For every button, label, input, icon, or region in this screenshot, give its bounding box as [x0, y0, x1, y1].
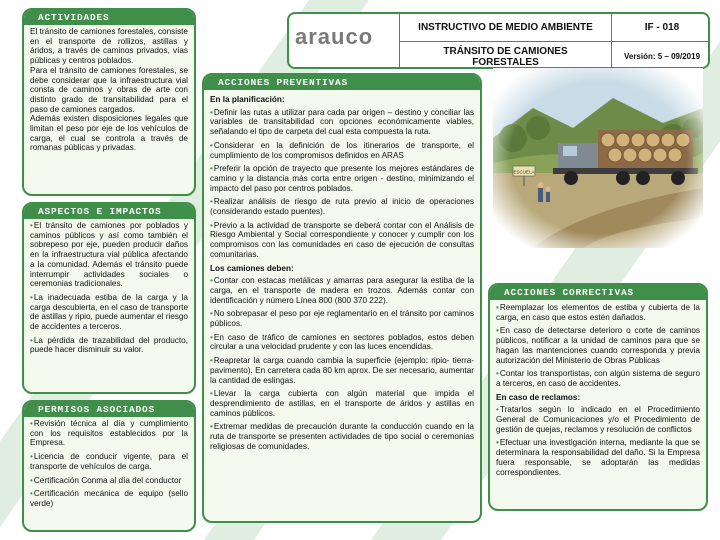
- aspectos-item: • La pérdida de trazabilidad del producto, puede hacer disminuir su valor.: [30, 336, 188, 355]
- preventivas-subheading: En la planificación:: [210, 95, 285, 104]
- actividades-panel: [22, 8, 196, 196]
- actividades-paragraph: Además existen disposiciones legales que limitan el peso por eje de los vehículos de carga, el cual se controla a través de romanas públicas y privadas.: [30, 114, 188, 153]
- permisos-item: • Licencia de conducir vigente, para el transporte de vehículos de carga.: [30, 452, 188, 471]
- aspectos-item: • El tránsito de camiones por poblados y caminos públicos y así como también el sobrepeso por eje, pueden producir daños en la infraestructura vial pública afectando a la comunidad. Además el tránsito puede interrumpir actividades sociales o ceremonias tradicionales.: [30, 221, 188, 289]
- document-code: IF - 018: [611, 14, 710, 42]
- document-header: [287, 12, 710, 69]
- correctivas-item: • En caso de detectarse deterioro o corte de caminos públicos, notificar a la unidad de caminos para que se hagan las mantenciones cuando corresponda y previa autorización del Ministerio de Obras Públicas: [496, 326, 700, 365]
- correctivas-panel: [488, 283, 708, 511]
- preventivas-heading: ACCIONES PREVENTIVAS: [204, 75, 480, 90]
- correctivas-heading: ACCIONES CORRECTIVAS: [490, 285, 706, 300]
- correctivas-subheading: En caso de reclamos:: [496, 392, 581, 402]
- preventivas-item: • Preferir la opción de trayecto que presente los mejores estándares de camino y la distancia más corta entre origen - destino, minimizando el impacto del paso por centros poblados.: [210, 164, 474, 193]
- aspectos-panel: [22, 202, 196, 394]
- correctivas-item: • Contar los transportistas, con algún sistema de seguro a terceros, en caso de accidentes.: [496, 369, 700, 388]
- document-subtitle: TRÁNSITO DE CAMIONES FORESTALES: [399, 42, 611, 69]
- preventivas-subheading: Los camiones deben:: [210, 263, 294, 273]
- permisos-item: • Revisión técnica al día y cumplimiento con los requisitos establecidos por la Empresa.: [30, 419, 188, 448]
- actividades-heading: ACTIVIDADES: [24, 10, 194, 25]
- document-title: INSTRUCTIVO DE MEDIO AMBIENTE: [399, 14, 611, 42]
- permisos-panel: [22, 400, 196, 532]
- preventivas-item: • Considerar en la definición de los itinerarios de transporte, el cumplimiento de los compromisos definidos en ARAS: [210, 141, 474, 160]
- preventivas-panel: [202, 73, 482, 523]
- arauco-logo: arauco: [295, 24, 374, 49]
- preventivas-item: • Definir las rutas a utilizar para cada par origen – destino y conciliar las variables de transitabilidad con opciones económicamente viables, señalando el tipo de carpeta del cual esta compuesta la ruta.: [210, 108, 474, 137]
- preventivas-item: • Extremar medidas de precaución durante la conducción cuando en la ruta de transporte se presenten actividades de tipo social o ceremonias religiosas de comunidades.: [210, 422, 474, 451]
- logging-trucks-illustration: [493, 68, 703, 248]
- actividades-paragraph: El tránsito de camiones forestales, consiste en el transporte de rollizos, astillas y áridos, a través de caminos privados, vías públicas y centros poblados.: [30, 27, 188, 66]
- correctivas-item: • Tratarlos según lo indicado en el Procedimiento General de Comunicaciones y/o el Procedimiento de gestión de quejas, reclamos y resolución de conflictos: [496, 405, 700, 434]
- document-version: Versión: 5 – 09/2019: [611, 42, 710, 69]
- preventivas-item: • Reapretar la carga cuando cambia la superficie (ejemplo: ripio- tierra- pavimento). En carretera cada 80 km aprox. De ser necesario, aumentar la cantidad de eslingas.: [210, 356, 474, 385]
- preventivas-item: • Realizar análisis de riesgo de ruta previo al inicio de operaciones (considerando estado puentes).: [210, 197, 474, 216]
- actividades-paragraph: Para el tránsito de camiones forestales, se debe considerar que la infraestructura vial consta de caminos y obras de arte con distinto grado de transitabilidad para el paso de camiones cargados.: [30, 65, 188, 114]
- preventivas-item: • En caso de tráfico de camiones en sectores poblados, estos deben circular a una velocidad prudente y con las luces encendidas.: [210, 333, 474, 352]
- preventivas-item: • Previo a la actividad de transporte se deberá contar con el Análisis de Riesgo Ambiental y Social correspondiente y conocer y cumplir con los compromisos con las comunidades en caso de ejecución de consultas comunitarias.: [210, 221, 474, 260]
- aspectos-item: • La inadecuada estiba de la carga y la carga descubierta, en el caso de transporte de astillas y ripio, puede aumentar el riesgo de accidentes a terceros.: [30, 293, 188, 332]
- correctivas-item: • Efectuar una investigación interna, mediante la que se determinara la responsabilidad del daño. Si la Empresa fuera responsable, se adoptarán las medidas correspondientes.: [496, 438, 700, 477]
- permisos-item: • Certificación Conma al día del conductor: [30, 476, 188, 486]
- correctivas-item: • Reemplazar los elementos de estiba y cubierta de la carga, en caso que estos estén dañados.: [496, 303, 700, 322]
- permisos-heading: PERMISOS ASOCIADOS: [24, 402, 194, 417]
- permisos-item: • Certificación mecánica de equipo (sello verde): [30, 489, 188, 508]
- preventivas-item: • No sobrepasar el peso por eje reglamentario en el tránsito por caminos públicos.: [210, 309, 474, 328]
- preventivas-item: • Contar con estacas metálicas y amarras para asegurar la estiba de la carga, en el transporte de madera en trozos. Además contar con identificación y número Línea 800 (800 370 222).: [210, 276, 474, 305]
- preventivas-item: • Llevar la carga cubierta con algún material que impida el desprendimiento de astillas, en el transporte de áridos y astillas en caminos públicos.: [210, 389, 474, 418]
- aspectos-heading: ASPECTOS E IMPACTOS: [24, 204, 194, 219]
